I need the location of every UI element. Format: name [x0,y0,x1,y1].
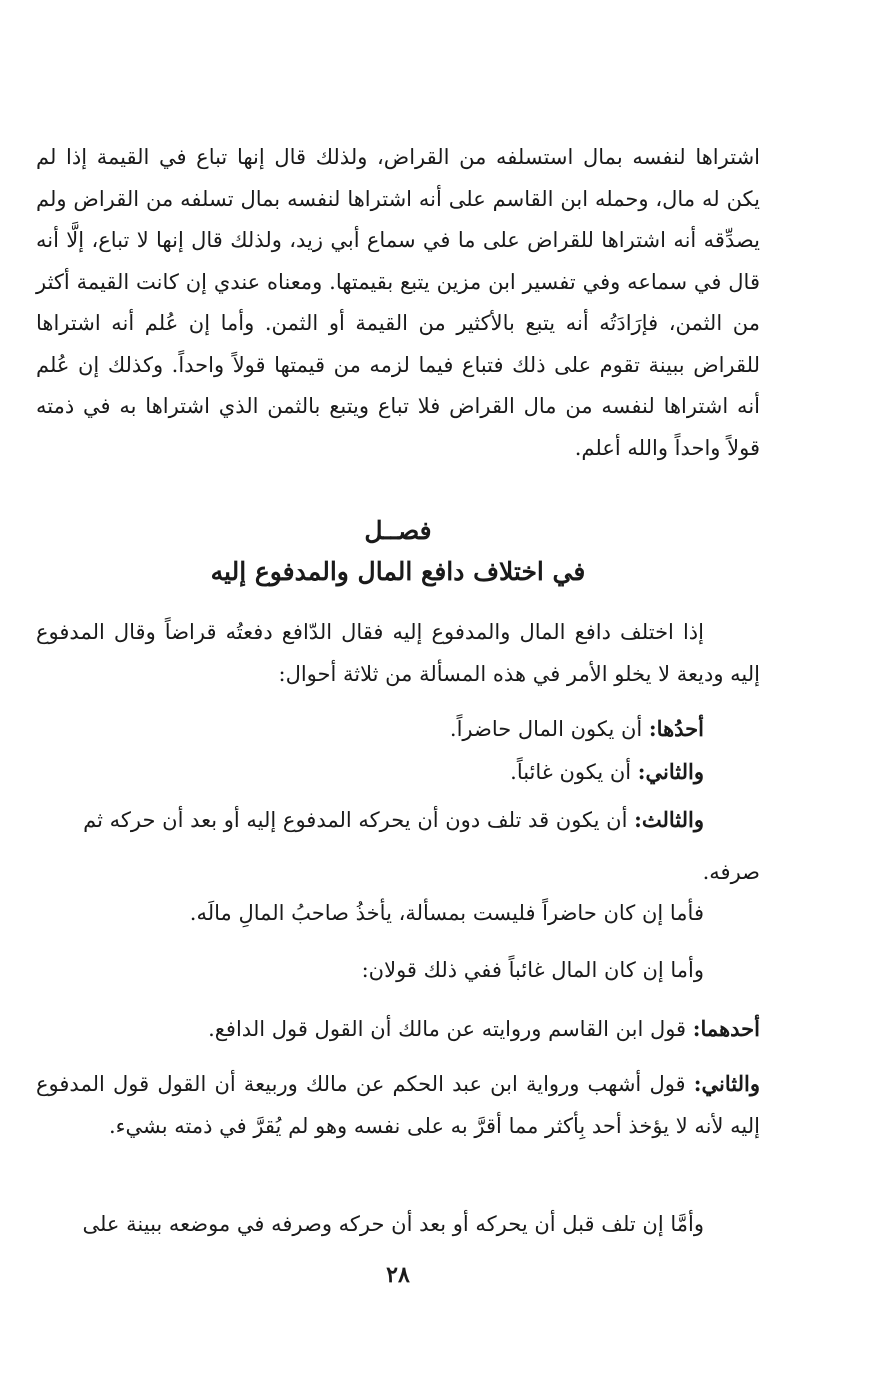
opinion-label: أحدهما: [692,1016,760,1041]
opinion-text: قول أشهب ورواية ابن عبد الحكم عن مالك وربيعة أن القول قول المدفوع إليه لأنه لا يؤخذ أحد بِأكثر مما أقرَّ به على نفسه وهو لم يُقرَّ في ذمته بشيء. [36,1072,760,1138]
case-text: أن يكون قد تلف دون أن يحركه المدفوع إليه أو بعد أن حركه ثم صرفه. [83,808,760,884]
section-label: فصــل [364,516,432,545]
case-label: والثالث: [634,807,704,832]
case-text: أن يكون المال حاضراً. [449,717,649,741]
opinion-item [36,1008,760,1050]
section-title: في اختلاف دافع المال والمدفوع إليه [210,557,586,586]
opinion-label: والثاني: [693,1071,760,1096]
case-item [36,751,704,793]
document-page [36,0,760,1393]
page-number: ٢٨ [386,1262,410,1288]
body-paragraph: وأمَّا إن تلف قبل أن يحركه أو بعد أن حركه وصرفه في موضعه ببينة على [82,1212,704,1236]
body-paragraph: إذا اختلف دافع المال والمدفوع إليه فقال الدّافع دفعتُه قراضاً وقال المدفوع إليه وديعة لا يخلو الأمر في هذه المسألة من ثلاثة أحوال: [36,620,760,686]
opinion-item [36,1063,760,1147]
body-paragraph: اشتراها لنفسه بمال استسلفه من القراض، ولذلك قال إنها تباع في القيمة إذا لم يكن له مال، وحمله ابن القاسم على أنه اشتراها لنفسه بمال تسلفه من القراض ولم يصدِّقه أنه اشتراها للقراض على ما في سماع أبي زيد، ولذلك قال إنها لا تباع، إلَّا أنه قال في سماعه وفي تفسير ابن مزين يتبع بقيمتها. ومعناه عندي إن كانت القيمة أكثر من الثمن، فإرَادَتُه أنه يتبع بالأكثير من القيمة أو الثمن. وأما إن عُلم أنه اشتراها للقراض ببينة تقوم على ذلك فتباع فيما لزمه من قيمتها قولاً واحداً. وكذلك إن عُلم أنه اشتراها لنفسه من مال القراض فلا تباع ويتبع بالثمن الذي اشتراها به في ذمته قولاً واحداً والله أعلم. [36,145,760,460]
opinion-text: قول ابن القاسم وروايته عن مالك أن القول قول الدافع. [208,1017,693,1041]
body-paragraph: فأما إن كان حاضراً فليست بمسألة، يأخذُ صاحبُ المالِ مالَه. [189,901,704,925]
case-item [36,794,760,898]
case-label: أحدُها: [648,716,704,741]
case-item [36,708,704,750]
case-label: والثاني: [637,759,704,784]
body-paragraph: وأما إن كان المال غائباً ففي ذلك قولان: [361,958,704,982]
case-text: أن يكون غائباً. [510,760,638,784]
